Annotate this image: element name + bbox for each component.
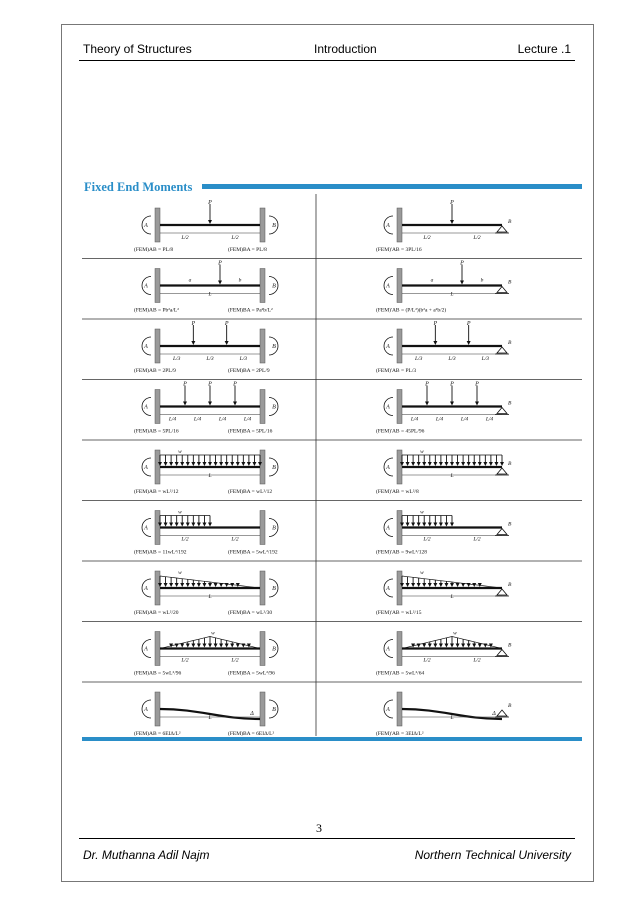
left-3-label-b: B xyxy=(272,404,276,411)
right-7-roller-b xyxy=(497,650,507,656)
left-5-dim-label-1: L/2 xyxy=(231,536,239,543)
left-4-dist-load-arrow-head xyxy=(180,462,184,466)
left-2-label-b: B xyxy=(272,344,276,350)
right-1-wall-a xyxy=(397,269,402,303)
right-4-dist-load-arrow-head xyxy=(461,462,465,466)
right-4-fem-ab: (FEM)'AB = wL²/8 xyxy=(376,489,419,495)
right-7-dist-load-arrow-head xyxy=(461,644,465,648)
fixed-end-moments-table xyxy=(82,190,582,736)
right-6-w-label: w xyxy=(420,570,424,576)
left-4-dist-load-arrow-head xyxy=(241,462,245,466)
right-4-dist-load-arrow-head xyxy=(417,462,421,466)
right-7-dist-load-arrow-head xyxy=(478,644,482,648)
right-5-dim-label-1: L/2 xyxy=(473,536,481,543)
left-3-p-label-2: P xyxy=(208,381,212,388)
right-6-dist-load-arrow-head xyxy=(428,583,432,587)
right-4-dist-load-arrow-head xyxy=(472,462,476,466)
right-6-dist-load-arrow-head xyxy=(456,583,460,587)
left-5-dim-label-0: L/2 xyxy=(181,536,189,543)
right-3-point-load-2-head xyxy=(450,402,454,406)
right-3-wall-a xyxy=(397,390,402,424)
left-6-wall-a xyxy=(155,571,160,605)
right-5-dim-label-0: L/2 xyxy=(423,536,431,543)
right-4-dist-load-arrow-head xyxy=(500,462,504,466)
left-1-point-load-head xyxy=(218,281,222,285)
left-8-l-label: L xyxy=(208,715,212,721)
right-7-dim-label-1: L/2 xyxy=(473,657,481,664)
left-2-dim-label-0: L/3 xyxy=(172,356,181,362)
right-4-dist-load-arrow-head xyxy=(478,462,482,466)
left-8-wall-b xyxy=(260,692,265,726)
right-4-w-label: w xyxy=(420,449,424,455)
header-rule xyxy=(79,60,575,61)
right-8-l-label: L xyxy=(450,715,454,721)
left-5-wall-a xyxy=(155,511,160,545)
right-3-dim-label-3: L/4 xyxy=(485,416,494,423)
right-4-dist-load-arrow-head xyxy=(456,462,460,466)
left-6-dist-load-arrow-head xyxy=(202,583,206,587)
header-lecture: Lecture .1 xyxy=(517,42,571,56)
right-5-w-label: w xyxy=(420,509,424,516)
left-4-dist-load-arrow-head xyxy=(230,462,234,466)
right-3-point-load-1-head xyxy=(425,402,429,406)
right-4-label-b: B xyxy=(508,461,512,467)
right-3-dim-label-0: L/4 xyxy=(410,416,419,423)
right-5-dist-load-arrow-head xyxy=(439,523,443,527)
right-4-dist-load-arrow-head xyxy=(483,462,487,466)
figure-title-bar xyxy=(202,184,582,189)
left-0-label-b: B xyxy=(272,223,276,229)
left-0-label-a: A xyxy=(144,223,148,229)
right-7-wall-a xyxy=(397,632,402,666)
left-1-l-label: L xyxy=(208,291,212,298)
left-7-dist-load-arrow-head xyxy=(225,644,229,648)
left-8-label-a: A xyxy=(144,707,148,713)
left-2-fem-ba: (FEM)BA = 2PL/9 xyxy=(228,368,270,374)
left-1-fem-ab: (FEM)AB = Pb²a/L² xyxy=(134,307,179,314)
right-7-w-label: w xyxy=(453,630,457,637)
left-0-wall-b xyxy=(260,208,265,242)
left-4-label-a: A xyxy=(144,465,148,471)
right-4-dist-load-arrow-head xyxy=(411,462,415,466)
left-5-w-label: w xyxy=(178,509,182,516)
left-5-dist-load-arrow-head xyxy=(191,523,195,527)
left-7-dist-load-arrow-head xyxy=(180,644,184,648)
right-5-dist-load-arrow-head xyxy=(433,523,437,527)
left-3-point-load-1-head xyxy=(183,402,187,406)
left-3-label-a: A xyxy=(144,404,148,411)
left-6-w-label: w xyxy=(178,570,182,576)
left-2-dim-label-1: L/3 xyxy=(206,356,214,362)
left-5-dist-load-arrow-head xyxy=(164,523,168,527)
left-6-fem-ab: (FEM)AB = wL²/20 xyxy=(134,610,179,616)
left-7-dist-load-arrow-head xyxy=(236,644,240,648)
left-4-dist-load-arrow-head xyxy=(236,462,240,466)
right-0-point-load-head xyxy=(450,220,454,224)
right-6-roller-b xyxy=(497,589,507,595)
left-7-label-b: B xyxy=(272,646,276,653)
left-6-label-b: B xyxy=(272,586,276,592)
left-6-label-a: A xyxy=(144,586,148,592)
left-0-dim-label-1: L/2 xyxy=(231,235,239,241)
right-7-dist-load-arrow-head xyxy=(472,644,476,648)
left-1-a-label: a xyxy=(188,277,192,284)
left-5-dist-load-arrow-head xyxy=(186,523,190,527)
page-number: 3 xyxy=(316,821,322,835)
footer-rule xyxy=(79,838,575,839)
left-3-wall-b xyxy=(260,390,265,424)
right-1-a-label: a xyxy=(430,277,434,284)
left-2-wall-a xyxy=(155,329,160,363)
right-3-dim-label-2: L/4 xyxy=(460,416,469,423)
left-5-label-b: B xyxy=(272,525,276,532)
right-5-wall-a xyxy=(397,511,402,545)
left-7-dist-load-arrow-head xyxy=(230,644,234,648)
left-4-dist-load-arrow-head xyxy=(252,462,256,466)
left-4-wall-b xyxy=(260,450,265,484)
right-1-roller-b xyxy=(497,287,507,293)
right-4-dist-load-arrow-head xyxy=(422,462,426,466)
left-4-dist-load-arrow-head xyxy=(175,462,179,466)
left-0-fem-ab: (FEM)AB = PL/8 xyxy=(134,247,174,253)
right-6-dist-load-arrow-head xyxy=(417,583,421,587)
right-2-wall-a xyxy=(397,329,402,363)
left-7-fem-ab: (FEM)AB = 5wL²/96 xyxy=(134,670,182,677)
left-4-dist-load-arrow-head xyxy=(219,462,223,466)
left-3-p-label-1: P xyxy=(183,381,187,388)
left-6-dist-load-arrow-head xyxy=(186,583,190,587)
page-header xyxy=(79,38,575,58)
left-4-dist-load-arrow-head xyxy=(191,462,195,466)
left-7-dist-load-arrow-head xyxy=(202,644,206,648)
right-6-dist-load-arrow-head xyxy=(439,583,443,587)
right-4-roller-b xyxy=(497,468,507,474)
right-2-fem-ab: (FEM)'AB = PL/3 xyxy=(376,368,417,374)
footer-author: Dr. Muthanna Adil Najm xyxy=(83,848,210,862)
left-2-point-load-2-head xyxy=(225,341,229,345)
left-5-dist-load-arrow-head xyxy=(202,523,206,527)
left-8-delta: Δ xyxy=(250,711,254,717)
left-6-dist-load-arrow-head xyxy=(191,583,195,587)
left-6-dist-load-arrow-head xyxy=(180,583,184,587)
left-8-wall-a xyxy=(155,692,160,726)
right-3-roller-b xyxy=(497,408,507,414)
left-2-dim-label-2: L/3 xyxy=(239,356,248,362)
right-7-dist-load-arrow-head xyxy=(439,644,443,648)
right-5-label-b: B xyxy=(508,521,512,528)
right-0-dim-label-0: L/2 xyxy=(423,235,431,241)
right-4-label-a: A xyxy=(386,465,390,471)
right-8-label-b: B xyxy=(508,703,512,709)
right-0-fem-ab: (FEM)'AB = 3PL/16 xyxy=(376,247,422,253)
left-3-dim-label-0: L/4 xyxy=(168,416,177,423)
left-0-fem-ba: (FEM)BA = PL/8 xyxy=(228,247,267,253)
left-4-dist-load-arrow-head xyxy=(169,462,173,466)
right-1-label-b: B xyxy=(508,279,512,286)
right-3-label-a: A xyxy=(386,404,390,411)
left-4-l-label: L xyxy=(208,473,212,479)
right-6-dist-load-arrow-head xyxy=(422,583,426,587)
right-4-dist-load-arrow-head xyxy=(433,462,437,466)
right-3-fem-ab: (FEM)'AB = 45PL/96 xyxy=(376,428,425,435)
right-5-dist-load-arrow-head xyxy=(450,523,454,527)
right-8-label-a: A xyxy=(386,707,390,713)
left-3-dim-label-1: L/4 xyxy=(193,416,202,423)
right-4-dist-load-arrow-head xyxy=(494,462,498,466)
left-5-wall-b xyxy=(260,511,265,545)
left-4-wall-a xyxy=(155,450,160,484)
header-section: Introduction xyxy=(314,42,377,56)
right-1-b-label: b xyxy=(480,277,484,284)
left-4-dist-load-arrow-head xyxy=(164,462,168,466)
right-0-roller-b xyxy=(497,226,507,232)
right-4-dist-load-arrow-head xyxy=(467,462,471,466)
left-4-dist-load-arrow-head xyxy=(225,462,229,466)
right-7-label-a: A xyxy=(386,646,390,653)
left-7-wall-a xyxy=(155,632,160,666)
left-7-dim-label-1: L/2 xyxy=(231,657,239,664)
left-7-dim-label-0: L/2 xyxy=(181,657,189,664)
right-1-fem-ab: (FEM)'AB = (P/L²)(b²a + a²b/2) xyxy=(376,307,447,314)
right-4-dist-load-arrow-head xyxy=(489,462,493,466)
right-2-point-load-1-head xyxy=(433,341,437,345)
left-1-p-label: P xyxy=(218,260,222,267)
figure-title: Fixed End Moments xyxy=(84,180,193,194)
right-7-dist-load-arrow-head xyxy=(450,644,454,648)
left-6-dist-load-arrow-head xyxy=(169,583,173,587)
right-0-wall-a xyxy=(397,208,402,242)
right-3-p-label-2: P xyxy=(450,381,454,388)
right-1-l-label: L xyxy=(450,291,454,298)
right-7-dist-load-arrow-head xyxy=(467,644,471,648)
right-6-l-label: L xyxy=(450,594,454,600)
left-7-dist-load-arrow-head xyxy=(208,644,212,648)
right-0-p-label: P xyxy=(450,200,454,206)
right-5-roller-b xyxy=(497,529,507,535)
right-3-dim-label-1: L/4 xyxy=(435,416,444,423)
right-0-dim-label-1: L/2 xyxy=(473,235,481,241)
right-7-dist-load-arrow-head xyxy=(433,644,437,648)
right-4-dist-load-arrow-head xyxy=(439,462,443,466)
left-7-dist-load-arrow-head xyxy=(219,644,223,648)
left-7-wall-b xyxy=(260,632,265,666)
right-6-fem-ab: (FEM)'AB = wL²/15 xyxy=(376,610,422,616)
left-6-dist-load-arrow-head xyxy=(164,583,168,587)
right-6-dist-load-arrow-head xyxy=(444,583,448,587)
right-5-dist-load-arrow-head xyxy=(444,523,448,527)
page-footer xyxy=(79,846,575,866)
right-5-dist-load-arrow-head xyxy=(422,523,426,527)
right-4-dist-load-arrow-head xyxy=(428,462,432,466)
right-7-dist-load-arrow-head xyxy=(444,644,448,648)
left-3-dim-label-3: L/4 xyxy=(243,416,252,423)
left-2-point-load-1-head xyxy=(191,341,195,345)
left-7-fem-ba: (FEM)BA = 5wL²/96 xyxy=(228,670,275,677)
left-4-dist-load-arrow-head xyxy=(186,462,190,466)
left-5-dist-load-arrow-head xyxy=(180,523,184,527)
right-6-dist-load-arrow-head xyxy=(406,583,410,587)
right-4-dist-load-arrow-head xyxy=(406,462,410,466)
left-2-p-label-2: P xyxy=(224,321,229,327)
left-3-wall-a xyxy=(155,390,160,424)
left-2-p-label-1: P xyxy=(191,321,196,327)
left-4-dist-load-arrow-head xyxy=(214,462,218,466)
right-4-dist-load-arrow-head xyxy=(450,462,454,466)
right-2-label-a: A xyxy=(386,344,390,350)
right-1-label-a: A xyxy=(386,283,390,290)
left-2-wall-b xyxy=(260,329,265,363)
left-5-dist-load-arrow-head xyxy=(169,523,173,527)
right-5-dist-load-arrow-head xyxy=(417,523,421,527)
right-5-fem-ab: (FEM)'AB = 9wL²/128 xyxy=(376,549,427,556)
right-5-dist-load-arrow-head xyxy=(406,523,410,527)
right-8-roller-b xyxy=(497,710,507,716)
right-3-label-b: B xyxy=(508,400,512,407)
right-6-dist-load-arrow-head xyxy=(450,583,454,587)
left-1-wall-a xyxy=(155,269,160,303)
left-1-wall-b xyxy=(260,269,265,303)
left-4-fem-ba: (FEM)BA = wL²/12 xyxy=(228,489,273,495)
right-2-point-load-2-head xyxy=(467,341,471,345)
left-4-w-label: w xyxy=(178,449,182,455)
left-6-wall-b xyxy=(260,571,265,605)
left-7-dist-load-arrow-head xyxy=(197,644,201,648)
left-0-wall-a xyxy=(155,208,160,242)
header-course-title: Theory of Structures xyxy=(83,42,192,56)
right-7-label-b: B xyxy=(508,642,512,649)
left-3-fem-ab: (FEM)AB = 5PL/16 xyxy=(134,428,179,435)
left-6-dist-load-arrow-head xyxy=(208,583,212,587)
left-3-dim-label-2: L/4 xyxy=(218,416,227,423)
left-1-b-label: b xyxy=(238,277,242,284)
left-6-fem-ba: (FEM)BA = wL²/30 xyxy=(228,610,273,616)
right-6-label-b: B xyxy=(508,582,512,588)
left-6-dist-load-arrow-head xyxy=(214,583,218,587)
left-4-dist-load-arrow-head xyxy=(202,462,206,466)
left-4-dist-load-arrow-head xyxy=(197,462,201,466)
left-0-dim-label-0: L/2 xyxy=(181,235,189,241)
left-3-point-load-3-head xyxy=(233,402,237,406)
right-7-dim-label-0: L/2 xyxy=(423,657,431,664)
right-7-dist-load-arrow-head xyxy=(456,644,460,648)
left-7-dist-load-arrow-head xyxy=(186,644,190,648)
figure-bottom-bar xyxy=(82,737,582,741)
right-0-label-b: B xyxy=(508,219,512,225)
right-2-dim-label-0: L/3 xyxy=(414,356,423,362)
right-6-wall-a xyxy=(397,571,402,605)
footer-institution: Northern Technical University xyxy=(414,848,571,862)
left-6-dist-load-arrow-head xyxy=(197,583,201,587)
right-3-p-label-3: P xyxy=(475,381,479,388)
left-0-p-label: P xyxy=(208,200,212,206)
left-6-l-label: L xyxy=(208,594,212,600)
left-1-fem-ba: (FEM)BA = Pa²b/L² xyxy=(228,307,273,314)
left-8-label-b: B xyxy=(272,707,276,713)
left-2-fem-ab: (FEM)AB = 2PL/9 xyxy=(134,368,176,374)
left-5-fem-ba: (FEM)BA = 5wL²/192 xyxy=(228,549,278,556)
left-3-point-load-2-head xyxy=(208,402,212,406)
right-5-label-a: A xyxy=(386,525,390,532)
left-3-fem-ba: (FEM)BA = 5PL/16 xyxy=(228,428,273,435)
right-4-wall-a xyxy=(397,450,402,484)
right-2-roller-b xyxy=(497,347,507,353)
right-4-dist-load-arrow-head xyxy=(444,462,448,466)
right-2-p-label-1: P xyxy=(433,321,438,327)
left-7-dist-load-arrow-head xyxy=(214,644,218,648)
left-5-dist-load-arrow-head xyxy=(197,523,201,527)
right-1-p-label: P xyxy=(460,260,464,267)
left-3-p-label-3: P xyxy=(233,381,237,388)
right-4-l-label: L xyxy=(450,473,454,479)
right-3-point-load-3-head xyxy=(475,402,479,406)
left-2-label-a: A xyxy=(144,344,148,350)
right-6-label-a: A xyxy=(386,586,390,592)
left-4-label-b: B xyxy=(272,465,276,471)
right-3-p-label-1: P xyxy=(425,381,429,388)
right-6-dist-load-arrow-head xyxy=(411,583,415,587)
left-1-label-a: A xyxy=(144,283,148,290)
left-8-fem-ab: (FEM)AB = 6EIΔ/L² xyxy=(134,731,181,736)
right-2-p-label-2: P xyxy=(466,321,471,327)
right-8-wall-a xyxy=(397,692,402,726)
left-1-label-b: B xyxy=(272,283,276,290)
left-7-w-label: w xyxy=(211,630,215,637)
right-5-dist-load-arrow-head xyxy=(428,523,432,527)
right-2-dim-label-2: L/3 xyxy=(481,356,490,362)
left-5-dist-load-arrow-head xyxy=(175,523,179,527)
right-6-dist-load-arrow-head xyxy=(433,583,437,587)
left-7-label-a: A xyxy=(144,646,148,653)
right-7-dist-load-arrow-head xyxy=(428,644,432,648)
left-6-dist-load-arrow-head xyxy=(175,583,179,587)
right-0-label-a: A xyxy=(386,223,390,229)
left-0-point-load-head xyxy=(208,220,212,224)
right-1-point-load-head xyxy=(460,281,464,285)
left-5-label-a: A xyxy=(144,525,148,532)
right-2-dim-label-1: L/3 xyxy=(448,356,456,362)
left-5-fem-ab: (FEM)AB = 11wL²/192 xyxy=(134,549,187,556)
right-2-label-b: B xyxy=(508,340,512,346)
left-4-fem-ab: (FEM)AB = wL²/12 xyxy=(134,489,179,495)
left-8-fem-ba: (FEM)BA = 6EIΔ/L² xyxy=(228,731,275,736)
left-7-dist-load-arrow-head xyxy=(191,644,195,648)
right-8-fem-ab: (FEM)'AB = 3EIΔ/L² xyxy=(376,731,424,736)
left-4-dist-load-arrow-head xyxy=(247,462,251,466)
right-7-dist-load-arrow-head xyxy=(422,644,426,648)
right-8-delta: Δ xyxy=(492,711,496,717)
left-4-dist-load-arrow-head xyxy=(208,462,212,466)
right-5-dist-load-arrow-head xyxy=(411,523,415,527)
left-5-dist-load-arrow-head xyxy=(208,523,212,527)
right-7-fem-ab: (FEM)'AB = 5wL²/64 xyxy=(376,670,425,677)
